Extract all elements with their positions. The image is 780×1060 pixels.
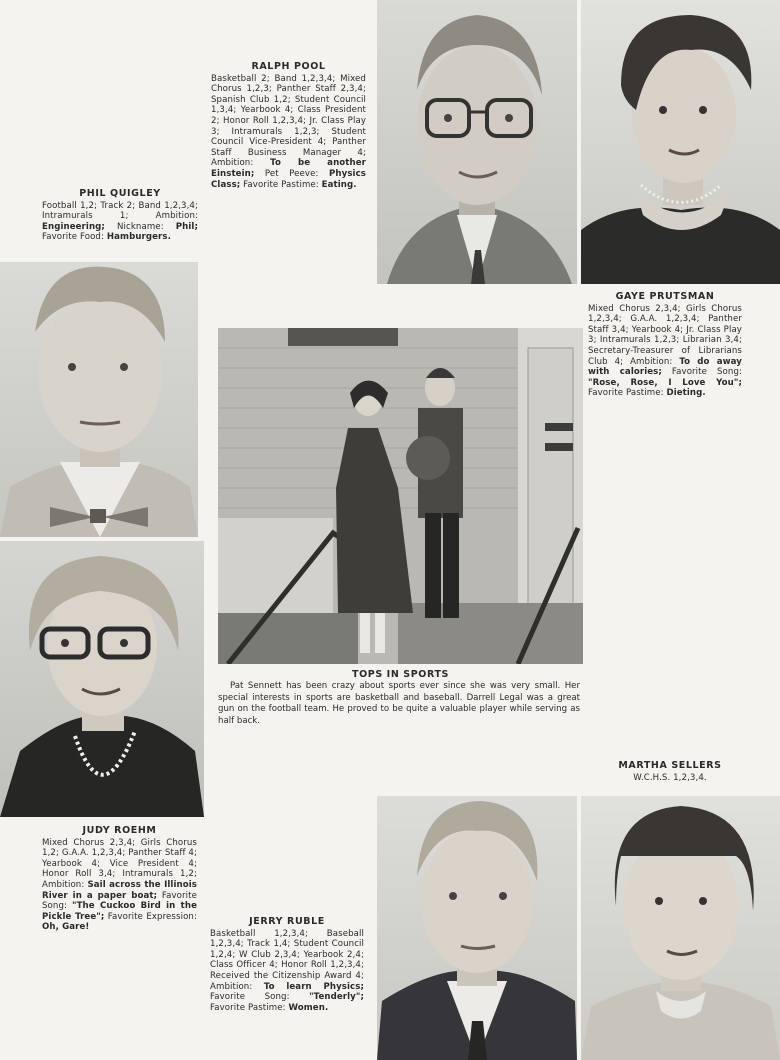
nickname-value: Phil; (175, 221, 198, 232)
nickname-label: Nickname: (117, 221, 164, 232)
bio-ralph-pool (211, 62, 366, 190)
song-value: "Tenderly"; (309, 992, 364, 1003)
pet-peeve-label: Pet Peeve: (264, 168, 319, 179)
pastime-label: Favorite Pastime: (243, 179, 319, 190)
ambition-label: Ambition: (630, 356, 673, 367)
portrait-judy-roehm (0, 541, 204, 817)
song-label: Favorite Song: (42, 890, 197, 912)
pastime-value: Women. (288, 1002, 329, 1013)
bio-martha-sellers (615, 761, 725, 783)
ambition-value: Engineering; (42, 221, 105, 232)
senior-activities: Mixed Chorus 2,3,4; Girls Chorus 1,2; G.A.A. 1,2,3,4; Panther Staff 4; Yearbook 4; Vice President 4; Honor Roll 3,4; Intramurals 1,2; (42, 837, 197, 880)
expression-label: Favorite Expression: (107, 911, 197, 922)
song-value: "The Cuckoo Bird in the Pickle Tree"; (42, 901, 197, 922)
feature-title: TOPS IN SPORTS (352, 669, 449, 680)
song-label: Favorite Song: (671, 367, 742, 378)
senior-name: JERRY RUBLE (249, 916, 325, 927)
bio-jerry-ruble (210, 917, 364, 1013)
portrait-phil-quigley (0, 262, 198, 537)
ambition-label: Ambition: (42, 879, 85, 890)
senior-activities: Basketball 2; Band 1,2,3,4; Mixed Chorus 1,2,3; Panther Staff 2,3,4; Spanish Club 1,2; Student Council 1,3,4; Yearbook 4; Class President 2; Honor Roll 1,2,3,4; Jr. Class Play 3; Intramurals 1,2,3; Student Council Vice-President 4; Panther Staff Business Manager 4; (211, 73, 366, 158)
ambition-value: To do away with calories; (588, 356, 742, 378)
pastime-value: Dieting. (666, 388, 706, 399)
portrait-ralph-pool (377, 0, 577, 284)
senior-activities: Football 1,2; Track 2; Band 1,2,3,4; Intramurals 1; (42, 200, 198, 222)
pet-peeve-value: Physics Class; (211, 168, 366, 190)
bio-phil-quigley (42, 189, 198, 243)
food-value: Hamburgers. (106, 232, 171, 243)
portrait-martha-sellers (581, 796, 780, 1060)
ambition-value: To be another Einstein; (211, 158, 366, 179)
pastime-label: Favorite Pastime: (588, 388, 664, 399)
ambition-label: Ambition: (210, 981, 253, 992)
senior-name: RALPH POOL (251, 61, 326, 72)
senior-activities: Mixed Chorus 2,3,4; Girls Chorus 1,2,3,4; G.A.A. 1,2,3,4; Panther Staff 3,4; Yearbook 4; Jr. Class Play 3; Intramurals 1,2,3; Librarian 3,4; Secretary-Treasurer of Librarians Club 4; (588, 303, 742, 367)
bio-judy-roehm (42, 826, 197, 933)
senior-name: JUDY ROEHM (82, 825, 157, 836)
senior-name: PHIL QUIGLEY (79, 188, 161, 199)
ambition-value: Sail across the Illinois River in a paper boat; (42, 879, 197, 901)
song-value: "Rose, Rose, I Love You"; (588, 377, 742, 388)
portrait-gaye-prutsman (581, 0, 780, 284)
food-label: Favorite Food: (42, 232, 104, 243)
feature-photo-tops-in-sports (218, 328, 583, 664)
ambition-value: To learn Physics; (263, 981, 364, 992)
senior-name: MARTHA SELLERS (618, 760, 722, 771)
ambition-label: Ambition: (211, 158, 254, 169)
senior-activities: W.C.H.S. 1,2,3,4. (633, 772, 707, 783)
ambition-label: Ambition: (155, 211, 198, 222)
pastime-label: Favorite Pastime: (210, 1002, 286, 1013)
bio-gaye-prutsman (588, 292, 742, 399)
feature-caption: Pat Sennett has been crazy about sports ever since she was very small. Her special interests in sports are basketball and baseball. Darrell Legal was a great gun on the football team. He proved to be quite a valuable player while serving as half back. (218, 681, 580, 726)
senior-name: GAYE PRUTSMAN (615, 291, 715, 302)
song-label: Favorite Song: (210, 992, 290, 1003)
expression-value: Oh, Gare! (42, 922, 90, 933)
portrait-jerry-ruble (377, 796, 577, 1060)
pastime-value: Eating. (321, 179, 357, 190)
senior-activities: Basketball 1,2,3,4; Baseball 1,2,3,4; Track 1,4; Student Council 1,2,4; W Club 2,3,4; Yearbook 2,4; Class Officer 4; Honor Roll 1,2,3,4; Received the Citizenship Award 4; (210, 928, 364, 981)
